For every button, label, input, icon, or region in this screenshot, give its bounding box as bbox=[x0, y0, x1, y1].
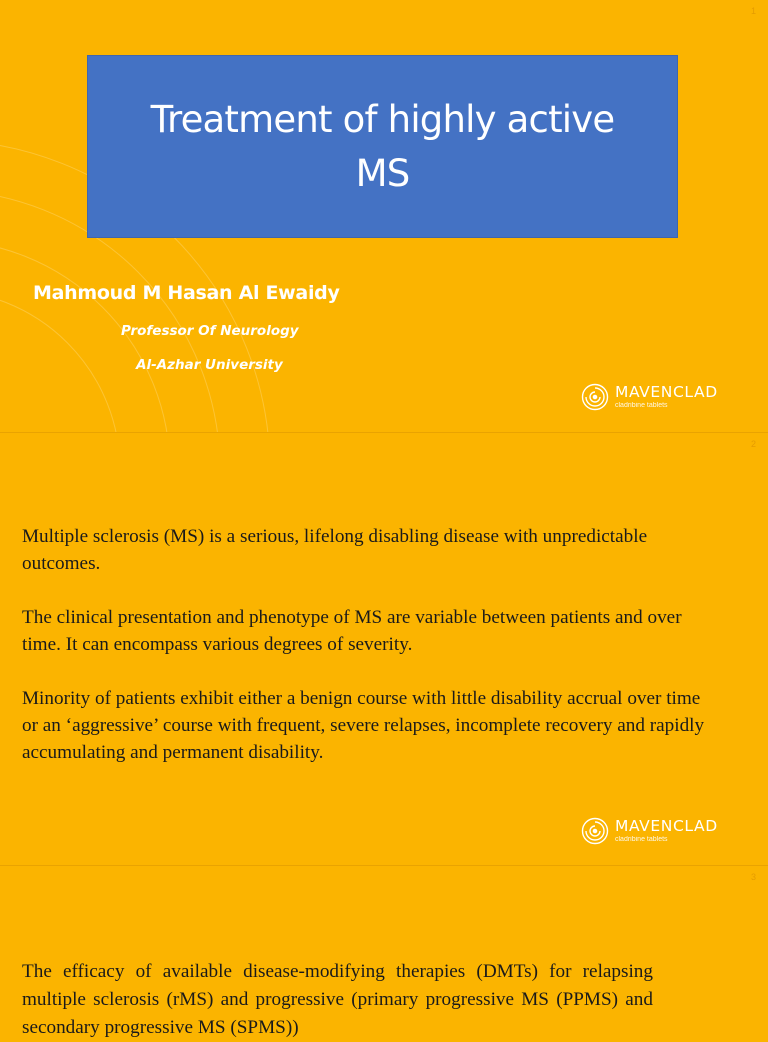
logo-tagline: cladribine tablets bbox=[615, 402, 668, 410]
slide-title-line1: Treatment of highly active bbox=[150, 97, 615, 141]
slide-title bbox=[151, 93, 615, 200]
maze-circle-icon bbox=[581, 383, 609, 411]
slide-title-line2: MS bbox=[355, 151, 410, 195]
paragraph-dmt-efficacy: The efficacy of available disease-modifying therapies (DMTs) for relapsing multiple sclerosis (rMS) and progressive (primary progressive MS (PPMS) and secondary progressive MS (SPMS)) bbox=[22, 961, 653, 1038]
logo-tagline: cladribine tablets bbox=[615, 836, 668, 844]
logo-brand: MAVENCLAD bbox=[615, 382, 718, 401]
intro-slide bbox=[0, 433, 768, 865]
author-name: Mahmoud M Hasan Al Ewaidy bbox=[33, 282, 340, 304]
author-university: Al-Azhar University bbox=[136, 357, 283, 373]
author-role: Professor Of Neurology bbox=[121, 323, 299, 339]
paragraph-ms-definition: Multiple sclerosis (MS) is a serious, lifelong disabling disease with unpredictable outcomes. bbox=[22, 526, 648, 574]
efficacy-slide bbox=[0, 866, 768, 1038]
title-slide bbox=[0, 0, 768, 432]
slide-number: 3 bbox=[750, 872, 756, 882]
slide-number: 2 bbox=[750, 439, 756, 449]
paragraph-ms-presentation: The clinical presentation and phenotype of MS are variable between patients and over time. It can encompass various degrees of severity. bbox=[22, 607, 682, 655]
title-box bbox=[87, 55, 678, 238]
slide-number: 1 bbox=[750, 6, 756, 16]
paragraph-ms-course: Minority of patients exhibit either a benign course with little disability accrual over time or an ‘aggressive’ course with frequent, severe relapses, incomplete recovery and rapidly accumulating and permanent disability. bbox=[22, 688, 705, 763]
maze-circle-icon bbox=[581, 817, 609, 845]
mavenclad-logo bbox=[581, 817, 718, 845]
logo-brand: MAVENCLAD bbox=[615, 816, 718, 835]
mavenclad-logo bbox=[581, 383, 718, 411]
